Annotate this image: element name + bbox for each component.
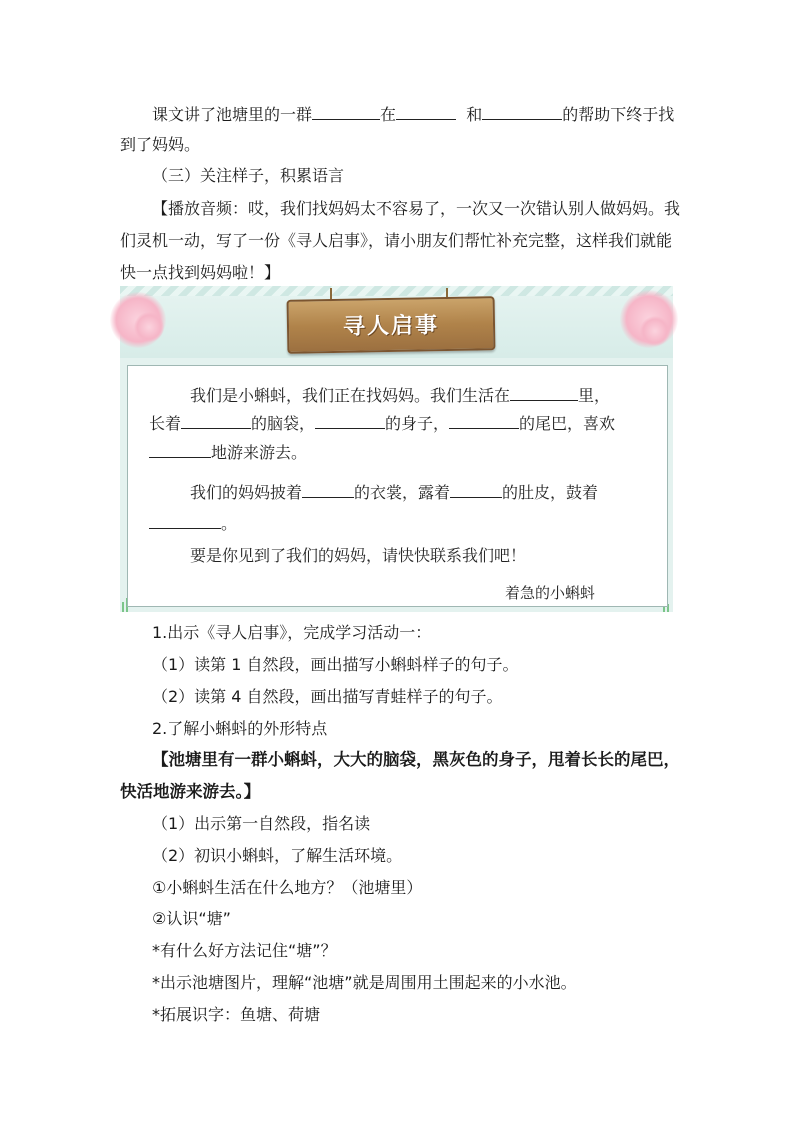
section-title: （三）关注样子，积累语言 [152,166,345,185]
fill-blank[interactable] [315,412,385,429]
wooden-sign [287,296,496,354]
notice-line-6: 要是你见到了我们的妈妈，请快快联系我们吧！ [190,546,527,565]
quote-line-1: 【池塘里有一群小蝌蚪，大大的脑袋，黑灰色的身子，甩着长长的尾巴， [152,750,680,769]
step-1: （1）出示第一自然段，指名读 [152,814,371,833]
fill-blank[interactable] [482,103,562,120]
fill-blank[interactable] [302,481,354,498]
bullet-item-3: *拓展识字：鱼塘、荷塘 [152,1005,321,1024]
quote-line-2: 快活地游来游去。】 [120,782,261,801]
notice-line-3: 地游来游去。 [149,441,307,463]
notice-line-5: 。 [149,512,237,534]
activity-sub-1: （1）读第 1 自然段，画出描写小蝌蚪样子的句子。 [152,655,519,674]
audio-line-1: 【播放音频：哎，我们找妈妈太不容易了，一次又一次错认别人做妈妈。我 [152,199,681,218]
bullet-item-2: *出示池塘图片，理解“池塘”就是周围用土围起来的小水池。 [152,973,577,992]
fill-blank[interactable] [450,481,502,498]
fill-blank[interactable] [396,103,456,120]
circled-item-2: ②认识“塘” [152,909,231,928]
audio-line-3: 快一点找到妈妈啦！】 [120,263,281,282]
notice-line-4: 我们的妈妈披着 的衣裳，露着 的肚皮，鼓着 [190,483,599,502]
fill-blank[interactable] [149,512,221,529]
intro-line-1: 课文讲了池塘里的一群 在 和 的帮助下终于找 [152,105,675,124]
grass-icon [122,602,124,612]
bullet-item-1: *有什么好方法记住“塘”？ [152,941,337,960]
fill-blank[interactable] [181,412,251,429]
fill-blank[interactable] [149,441,211,458]
fill-blank[interactable] [449,412,519,429]
notice-line-2: 长着 的脑袋， 的身子， 的尾巴，喜欢 [149,414,616,433]
fill-blank[interactable] [312,103,380,120]
audio-line-2: 们灵机一动，写了一份《寻人启事》，请小朋友们帮忙补充完整，这样我们就能 [120,231,673,250]
cherry-blossom-icon [134,312,164,342]
cherry-blossom-icon [640,316,670,346]
activity-item-1: 1.出示《寻人启事》，完成学习活动一： [152,623,432,642]
notice-title: 寻人启事 [342,313,440,340]
activity-item-2: 2.了解小蝌蚪的外形特点 [152,719,328,738]
fill-blank[interactable] [510,384,578,401]
intro-line-2: 到了妈妈。 [120,135,201,154]
activity-sub-2: （2）读第 4 自然段，画出描写青蛙样子的句子。 [152,687,503,706]
notice-line-1: 我们是小蝌蚪，我们正在找妈妈。我们生活在 里， [190,386,611,405]
step-2: （2）初识小蝌蚪，了解生活环境。 [152,846,403,865]
circled-item-1: ①小蝌蚪生活在什么地方？（池塘里） [152,878,423,897]
notice-signature: 着急的小蝌蚪 [505,584,596,602]
